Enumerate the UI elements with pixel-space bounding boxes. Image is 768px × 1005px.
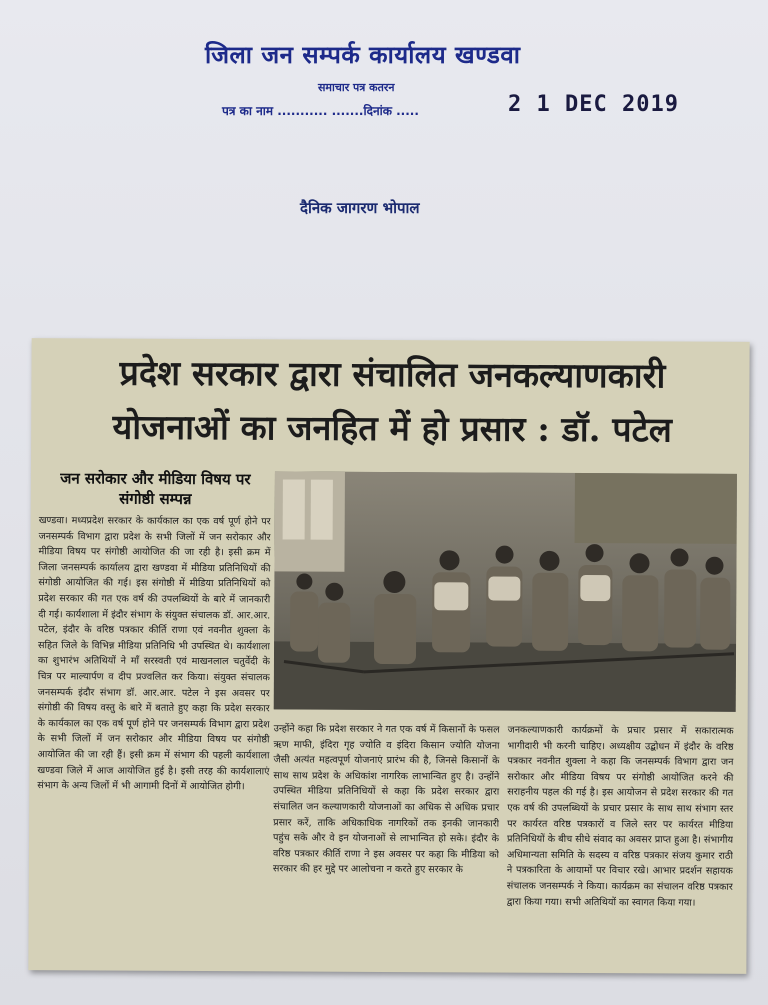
newspaper-name: दैनिक जागरण भोपाल xyxy=(300,199,420,217)
clipping-label: समाचार पत्र कतरन xyxy=(318,81,395,94)
headline-line-1: प्रदेश सरकार द्वारा संचालित जनकल्याणकारी xyxy=(119,353,666,397)
newspaper-cutting xyxy=(28,338,749,974)
seminar-photo xyxy=(274,471,737,711)
article-column-3: जनकल्याणकारी कार्यक्रमों के प्रचार प्रसार में सकारात्मक भागीदारी भी करनी चाहिए। अध्यक्षीय उद्बोधन में इंदौर के वरिष्ठ पत्रकार नवनीत शुक्ला ने कहा कि जनसम्पर्क विभाग द्वारा जन सरोकार और मीडिया विषय पर संगोष्ठी आयोजित करने की सराहनीय पहल की गई है। इस आयोजन से प्रदेश सरकार की गत एक वर्ष की उपलब्धियों के प्रचार प्रसार के साथ साथ संभाग स्तर पर कार्यरत वरिष्ठ पत्रकारों व जिले स्तर पर कार्यरत मीडिया प्रतिनिधियों के बीच सीधे संवाद का अवसर प्राप्त हुआ है। संभागीय अधिमान्यता समिति के सदस्य व वरिष्ठ पत्रकार संजय कुमार राठी ने पत्रकारिता के आयामों पर विचार रखे। आभार प्रदर्शन सहायक संचालक जनसम्पर्क ने किया। कार्यक्रम का संचालन वरिष्ठ पत्रकार द्वारा किया गया। सभी अतिथियों का स्वागत किया गया। xyxy=(506,724,734,909)
headline-line-2: योजनाओं का जनहित में हो प्रसार : डॉ. पटेल xyxy=(112,407,672,451)
office-stamp-title: जिला जन सम्पर्क कार्यालय खण्डवा xyxy=(205,41,521,69)
article-headline xyxy=(45,346,740,458)
article-subheading: जन सरोकार और मीडिया विषय पर संगोष्ठी सम्पन्न xyxy=(60,469,251,508)
article-column-2: उन्होंने कहा कि प्रदेश सरकार ने गत एक वर्ष में किसानों के फसल ऋण माफी, इंदिरा गृह ज्योति व इंदिरा किसान ज्योति योजना जैसी अत्यंत महत्वपूर्ण योजनाएं प्रारंभ की है, जिनसे किसानों के साथ साथ प्रदेश के अधिकांश नागरिक लाभान्वित हुए है। उन्होंने उपस्थित मीडिया प्रतिनिधियों से कहा कि प्रदेश सरकार द्वारा संचालित जन कल्याणकारी योजनाओं का अधिक से अधिक प्रचार प्रसार करें, ताकि अधिकाधिक नागरिकों तक इनकी जानकारी पहुंच सके और वे इन योजनाओं से लाभान्वित हो सके। इंदौर के वरिष्ठ पत्रकार कीर्ति राणा ने इस अवसर पर कहा कि मीडिया को सरकार की हर मुद्दे पर आलोचना न करते हुए सरकार के xyxy=(272,723,500,876)
paper-name-date-line: पत्र का नाम ........... .......दिनांक ..... xyxy=(222,104,419,118)
date-stamp: 2 1 DEC 2019 xyxy=(508,92,679,117)
seminar-audience-image xyxy=(274,471,737,711)
article-column-1: खण्डवा। मध्यप्रदेश सरकार के कार्यकाल का एक वर्ष पूर्ण होने पर जनसम्पर्क विभाग द्वारा प्रदेश के सभी जिलों में जन सरोकार और मीडिया विषय पर संगोष्ठी आयोजित की जा रही है। इसी क्रम में जिला जनसम्पर्क कार्यालय द्वारा खण्डवा में मीडिया प्रतिनिधियों की संगोष्ठी आयोजित की गई। इस संगोष्ठी में मीडिया प्रतिनिधियों को प्रदेश सरकार की गत एक वर्ष की उपलब्धियों के बारे में जानकारी दी गई। कार्यशाला में इंदौर संभाग के संयुक्त संचालक डॉ. आर.आर. पटेल, इंदौर के वरिष्ठ पत्रकार कीर्ति राणा एवं नवनीत शुक्ला के सहित जिले के विभिन्न मीडिया प्रतिनिधि भी उपस्थित थे। कार्यशाला का शुभारंभ अतिथियों ने माँ सरस्वती एवं माखनलाल चतुर्वेदी के चित्र पर माल्यार्पण व दीप प्रज्वलित कर किया। संयुक्त संचालक जनसम्पर्क इंदौर संभाग डॉ. आर.आर. पटेल ने इस अवसर पर संगोष्ठी की विषय वस्तु के बारे में बताते हुए कहा कि प्रदेश सरकार के कार्यकाल का एक वर्ष पूर्ण होने पर जनसम्पर्क विभाग द्वारा प्रदेश के सभी जिलों में जन सरोकार और मीडिया विषय पर संगोष्ठी आयोजित की जा रही हैं। इसी क्रम में संभाग की पहली कार्यशाला खण्डवा जिले में आज आयोजित हुई है। इसी तरह की कार्यशालाएं संभाग के अन्य जिलों में भी आगामी दिनों में आयोजित होगी। xyxy=(37,515,271,793)
